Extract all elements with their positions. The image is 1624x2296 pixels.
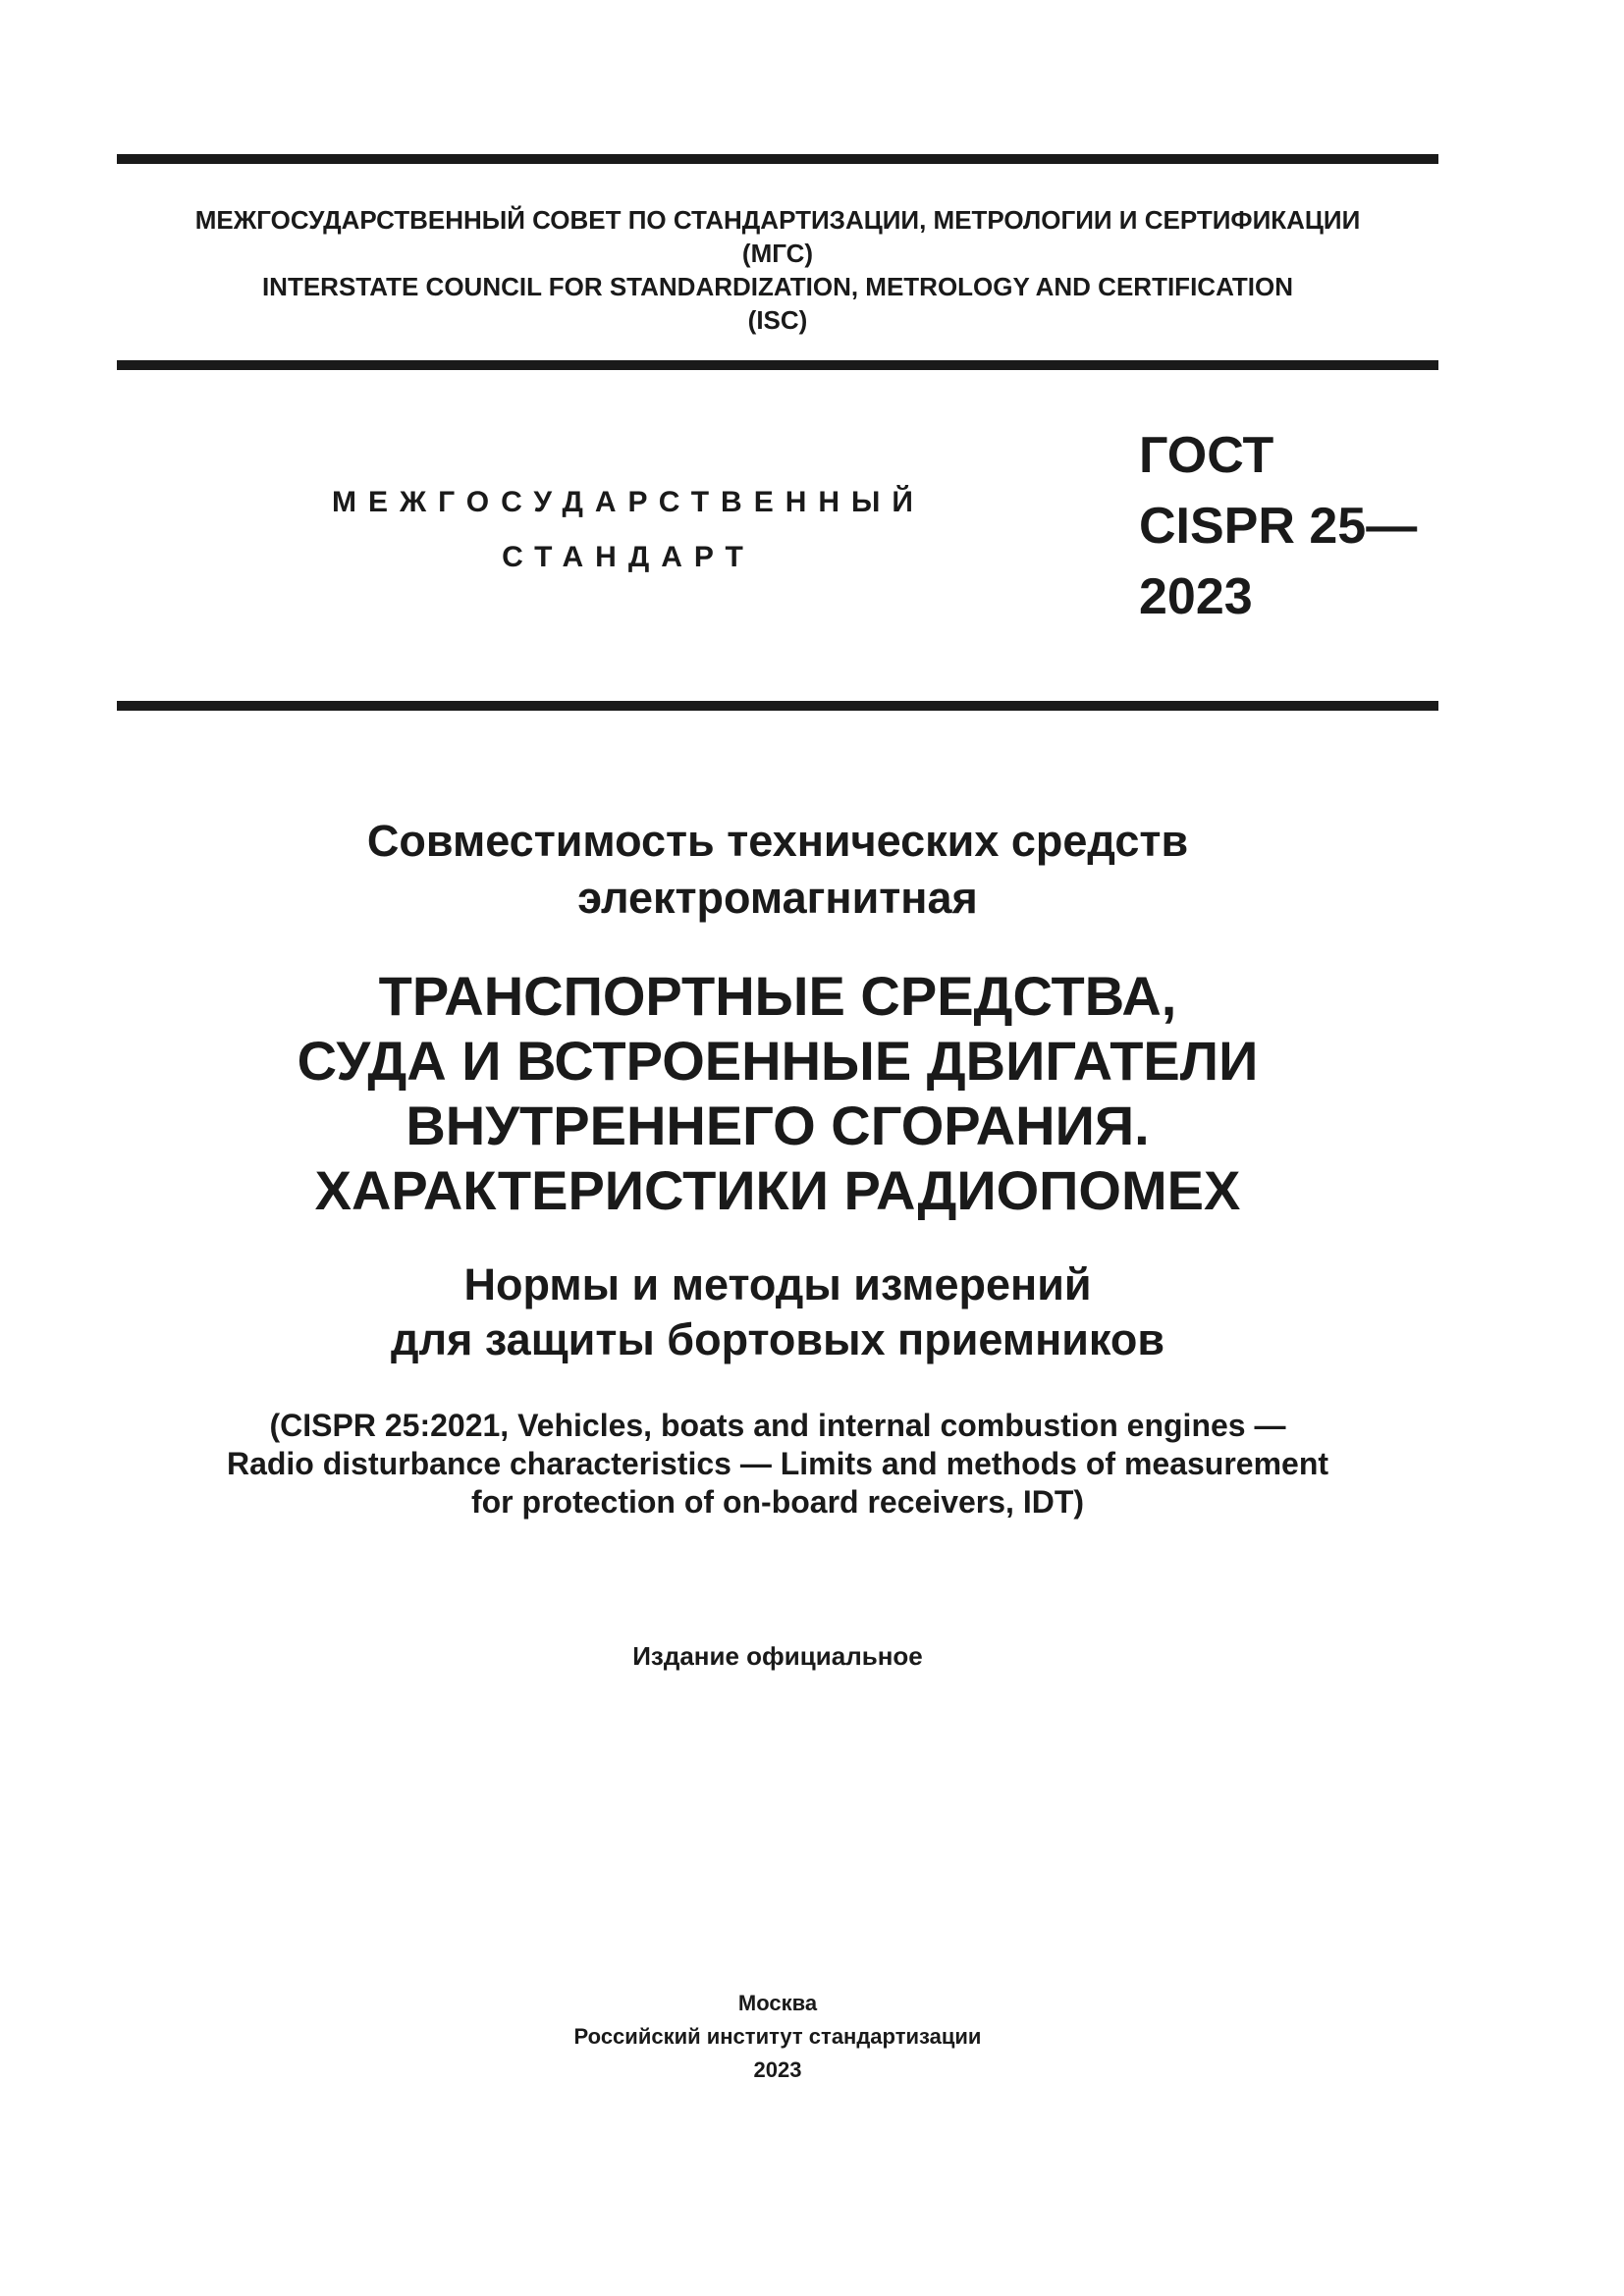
international-title-line: for protection of on-board receivers, IDT) [470, 1484, 1085, 1520]
standard-type [255, 475, 1001, 585]
international-title-line: (CISPR 25:2021, Vehicles, boats and internal combustion engines — [269, 1408, 1286, 1443]
standard-type-line-1: МЕЖГОСУДАРСТВЕННЫЙ [332, 486, 925, 518]
imprint-publisher: Российский институт стандартизации [573, 2024, 982, 2049]
title-sub-line: для защиты бортовых приемников [390, 1314, 1165, 1364]
title-general-line: электромагнитная [577, 873, 978, 923]
international-title [117, 1407, 1438, 1522]
international-title-line: Radio disturbance characteristics — Limits and methods of measurement [226, 1446, 1329, 1481]
title-main-line: ТРАНСПОРТНЫЕ СРЕДСТВА, [378, 965, 1177, 1027]
council-name-ru: МЕЖГОСУДАРСТВЕННЫЙ СОВЕТ ПО СТАНДАРТИЗАЦИИ, МЕТРОЛОГИИ И СЕРТИФИКАЦИИ [194, 205, 1361, 235]
designation-line-3: 2023 [1139, 568, 1253, 625]
designation-line-1: ГОСТ [1139, 427, 1274, 484]
header-divider [117, 360, 1438, 370]
imprint-year: 2023 [753, 2057, 802, 2082]
title-sub-line: Нормы и методы измерений [463, 1259, 1092, 1309]
title-main-line: ВНУТРЕННЕГО СГОРАНИЯ. [406, 1095, 1150, 1156]
title-subtitle [117, 1257, 1438, 1367]
title-main [117, 964, 1438, 1223]
standard-type-line-2: СТАНДАРТ [502, 541, 755, 573]
designation-line-2: CISPR 25— [1139, 498, 1418, 555]
standard-designation [1139, 420, 1438, 632]
title-general [117, 813, 1438, 927]
title-divider [117, 701, 1438, 711]
imprint [117, 1987, 1438, 2087]
title-main-line: СУДА И ВСТРОЕННЫЕ ДВИГАТЕЛИ [297, 1030, 1259, 1092]
council-header [117, 203, 1438, 337]
council-name-en: INTERSTATE COUNCIL FOR STANDARDIZATION, METROLOGY AND CERTIFICATION [261, 272, 1294, 301]
council-abbr-ru: (МГС) [741, 239, 814, 268]
title-general-line: Совместимость технических средств [366, 816, 1189, 866]
title-main-line: ХАРАКТЕРИСТИКИ РАДИОПОМЕХ [314, 1159, 1241, 1221]
edition-note: Издание официальное [632, 1641, 923, 1671]
council-abbr-en: (ISC) [747, 305, 808, 335]
top-divider [117, 154, 1438, 164]
imprint-city: Москва [737, 1991, 818, 2015]
